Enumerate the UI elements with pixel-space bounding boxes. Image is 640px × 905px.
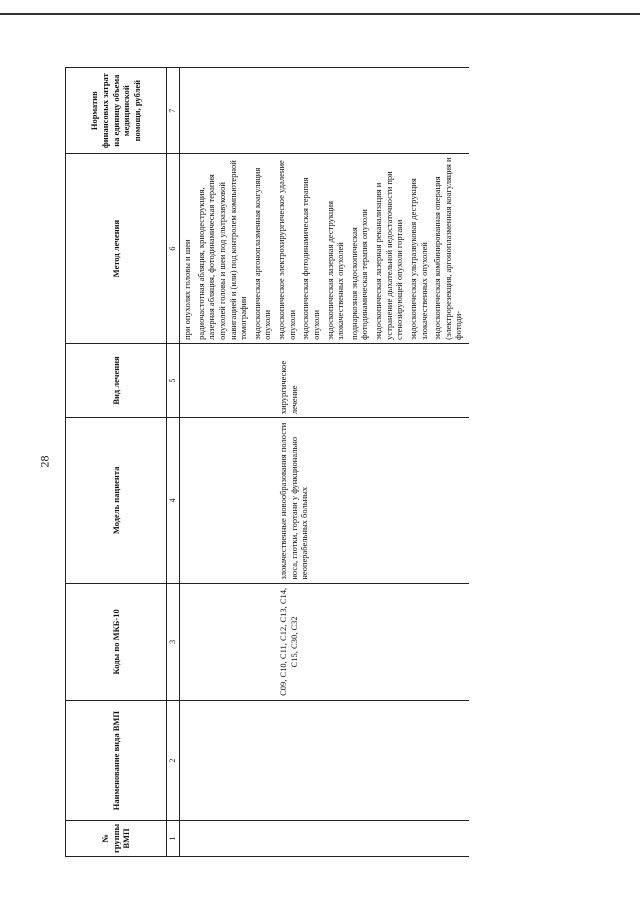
header-patient-model: Модель пациента: [66, 418, 167, 583]
vmp-table: [65, 67, 469, 857]
column-number: 3: [167, 583, 180, 701]
cell-vmp-name: [180, 701, 470, 821]
cell-group-no: [180, 821, 470, 857]
method-item: эндоскопическая комбинированная операция (электрорезекция, аргоноплазменная коагуляция и фотоди-: [432, 157, 464, 340]
patient-model-text: злокачественные новообразования полости носа, глотки, гортани у функционально неоперабельных больных: [278, 422, 310, 580]
header-treatment-type: Вид лечения: [66, 343, 167, 417]
cell-patient-model: [180, 418, 470, 583]
table-row: [180, 68, 470, 857]
method-item: при опухолях головы и шеи: [182, 239, 192, 340]
method-item: эндоскопическая фотодинамическая терапия опухоли: [300, 177, 321, 340]
column-number-row: [167, 68, 180, 857]
cell-mkb-codes: [180, 583, 470, 701]
method-item: эндоскопическое электрохирургическое удаление опухоли: [276, 160, 297, 340]
treatment-type-text: хирургическое лечение: [278, 360, 299, 415]
column-number: 2: [167, 701, 180, 821]
header-row: [66, 68, 167, 857]
header-treatment-method: Метод лечения: [66, 154, 167, 343]
top-rule: [0, 13, 640, 15]
method-item: радиочастотная абляция, криодеструкция, лазерная абляция, фотодинамическая терапия опухолей головы и шеи под ультразвуковой навигацией и (или) под контролем компьютерной томографии: [195, 160, 249, 340]
method-item: эндоскопическая лазерная деструкция злокачественных опухолей: [324, 201, 346, 340]
column-number: 6: [167, 154, 180, 343]
header-norm-cost: Норматив финансовых затрат на единицу объема медицинской помощи, рублей: [66, 68, 167, 154]
column-number: 1: [167, 821, 180, 857]
method-item: эндоскопическая ультразвуковая деструкция злокачественных опухолей: [407, 178, 429, 340]
column-number: 7: [167, 68, 180, 154]
method-item: эндоскопическая аргоноплазменная коагуляция опухоли: [251, 167, 273, 340]
method-item: эндоскопическая лазерная реканализация и устранение дыхательной недостаточности при стенозирующей опухоли гортани: [373, 171, 405, 340]
cell-treatment-type: [180, 343, 470, 417]
header-vmp-name: Наименование вида ВМП: [66, 701, 167, 821]
column-number: 4: [167, 418, 180, 583]
rotated-page: [65, 73, 605, 857]
header-mkb-codes: Коды по МКБ-10: [66, 583, 167, 701]
mkb-codes-text: C09, C10, C11, C12, C13, C14, C15, C30, C32: [278, 587, 299, 696]
column-number: 5: [167, 343, 180, 417]
page-number: 28: [37, 455, 52, 468]
cell-norm-cost: [180, 68, 470, 154]
cell-treatment-method: [180, 154, 470, 343]
method-item: поднаркозная эндоскопическая фотодинамическая терапия опухоли: [348, 209, 370, 340]
header-group-no: № группы ВМП: [66, 821, 167, 857]
